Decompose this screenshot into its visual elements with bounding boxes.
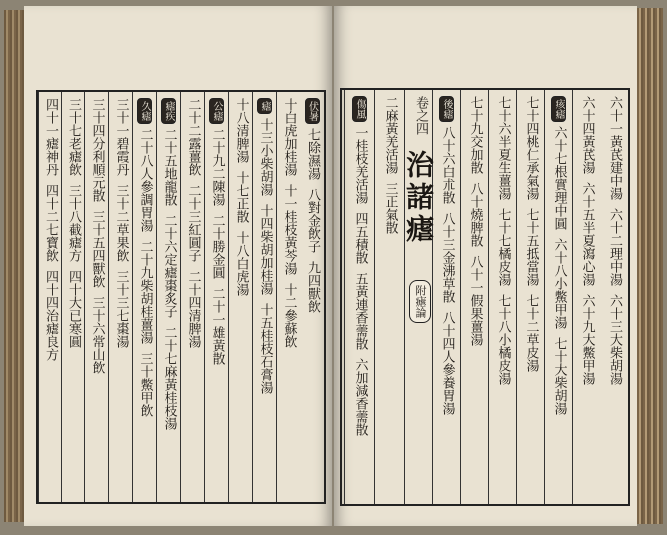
left-col-7 <box>156 92 180 502</box>
remedy-entry: 四十大已寒圓 <box>66 270 81 348</box>
remedy-entry: 六十一黃芪建中湯 <box>607 96 622 200</box>
category-tag: 瘧 <box>257 98 272 114</box>
right-col-3 <box>544 90 572 504</box>
remedy-entry: 七十大柴胡湯 <box>551 337 567 415</box>
section-subtitle-tag: 附瘧論 <box>409 280 431 323</box>
remedy-entry: 八十燒脾散 <box>467 182 483 247</box>
remedy-entry: 八十四人參養胃湯 <box>439 311 455 415</box>
category-tag: 公瘧 <box>209 98 224 124</box>
remedy-entry: 二十八人參調胃湯 <box>137 128 153 232</box>
remedy-entry: 七十六半夏生薑湯 <box>495 96 511 200</box>
book-edge-right <box>637 8 663 524</box>
remedy-entry: 三十七老瘧飲 <box>66 98 81 176</box>
category-tag: 伏暑 <box>305 98 320 124</box>
remedy-entry: 十一桂枝黃芩湯 <box>281 184 297 275</box>
remedy-entry: 三十五四獸飲 <box>89 210 105 288</box>
left-page-frame <box>36 90 326 504</box>
remedy-entry: 三正氣散 <box>382 182 398 234</box>
remedy-entry: 二十勝金圓 <box>209 214 225 279</box>
right-col-2 <box>572 90 600 504</box>
left-page <box>24 6 332 526</box>
left-col-5 <box>204 92 228 502</box>
left-col-6 <box>180 92 204 502</box>
remedy-entry: 三十六常山飲 <box>89 296 105 374</box>
remedy-entry: 三十一碧霞丹 <box>113 98 129 176</box>
category-tag: 傷風 <box>352 96 367 122</box>
left-col-2 <box>276 92 300 502</box>
right-col-6 <box>460 90 488 504</box>
right-col-4 <box>516 90 544 504</box>
remedy-entry: 九四獸飲 <box>305 261 320 313</box>
book-edge-left <box>4 10 24 522</box>
remedy-entry: 二十四清脾湯 <box>185 270 201 348</box>
remedy-entry: 十八白虎湯 <box>233 231 249 296</box>
remedy-entry: 三十三七棗湯 <box>113 270 129 348</box>
right-col-1 <box>600 90 628 504</box>
remedy-entry: 二十三紅圓子 <box>185 184 201 262</box>
remedy-entry: 一桂枝羌活湯 <box>352 126 368 204</box>
remedy-entry: 六十五半夏瀉心湯 <box>579 182 595 286</box>
remedy-entry: 六十四黃芪湯 <box>579 96 595 174</box>
category-tag: 久瘧 <box>137 98 152 124</box>
remedy-entry: 六加減香薷散 <box>352 358 368 436</box>
remedy-entry: 五黃連香薷散 <box>352 272 368 350</box>
remedy-entry: 七十九交加散 <box>467 96 483 174</box>
right-page <box>334 6 637 526</box>
remedy-entry: 十白虎加桂湯 <box>281 98 297 176</box>
remedy-entry: 四十一瘧神丹 <box>43 98 58 176</box>
category-tag: 痎瘧 <box>551 96 566 122</box>
remedy-entry: 六十二理中湯 <box>607 208 622 286</box>
left-col-8 <box>132 92 156 502</box>
right-col-10 <box>344 90 374 504</box>
remedy-entry: 二十五地龍散 <box>161 128 177 206</box>
left-col-10 <box>84 92 108 502</box>
left-col-12 <box>38 92 61 502</box>
remedy-entry: 四十二七寶飲 <box>43 184 58 262</box>
remedy-entry: 八十三金沸草散 <box>439 212 455 303</box>
right-page-frame <box>340 88 630 506</box>
remedy-entry: 六十九大鱉甲湯 <box>579 294 595 385</box>
remedy-entry: 七十五抵當湯 <box>523 208 539 286</box>
right-col-7 <box>432 90 460 504</box>
remedy-entry: 七除濕湯 <box>305 128 320 180</box>
remedy-entry: 三十四分利順元散 <box>89 98 105 202</box>
remedy-entry: 六十三大柴胡湯 <box>607 294 622 385</box>
remedy-entry: 三十八截瘧方 <box>66 184 81 262</box>
remedy-entry: 四十四治瘧良方 <box>43 270 58 361</box>
left-col-3 <box>252 92 276 502</box>
left-col-1 <box>300 92 324 502</box>
remedy-entry: 四五積散 <box>352 212 368 264</box>
remedy-entry: 七十七橘皮湯 <box>495 208 511 286</box>
remedy-entry: 十八清脾湯 <box>233 98 249 163</box>
remedy-entry: 七十二草皮湯 <box>523 294 539 372</box>
left-col-9 <box>108 92 132 502</box>
right-col-5 <box>488 90 516 504</box>
remedy-entry: 二十一雄黃散 <box>209 287 225 365</box>
remedy-entry: 八對金飲子 <box>305 188 320 253</box>
right-col-8 <box>402 90 435 504</box>
right-col-9 <box>374 90 404 504</box>
remedy-entry: 十四柴胡加桂湯 <box>257 204 273 295</box>
section-title: 治諸瘧 <box>402 150 435 246</box>
remedy-entry: 十五桂枝石膏湯 <box>257 303 273 394</box>
left-col-11 <box>61 92 84 502</box>
remedy-entry: 七十四桃仁承氣湯 <box>523 96 539 200</box>
remedy-entry: 八十六白朮散 <box>439 126 455 204</box>
remedy-entry: 十七正散 <box>233 171 249 223</box>
category-tag: 瘧疾 <box>161 98 176 124</box>
remedy-entry: 六十八小鱉甲湯 <box>551 238 567 329</box>
remedy-entry: 七十八小橘皮湯 <box>495 294 511 385</box>
volume-label: 卷之四 <box>413 96 428 135</box>
remedy-entry: 八十一假果薑湯 <box>467 255 483 346</box>
remedy-entry: 二十九二陳湯 <box>209 128 225 206</box>
remedy-entry: 二十二露薑飲 <box>185 98 201 176</box>
remedy-entry: 二十七麻黃桂枝湯 <box>161 326 177 430</box>
remedy-entry: 十二參蘇飲 <box>281 283 297 348</box>
remedy-entry: 六十七根實理中圓 <box>551 126 567 230</box>
remedy-entry: 二十九柴胡桂薑湯 <box>137 240 153 344</box>
open-book <box>4 2 663 530</box>
left-col-4 <box>228 92 252 502</box>
remedy-entry: 三十鱉甲飲 <box>137 352 153 417</box>
category-tag: 後瘧 <box>439 96 454 122</box>
remedy-entry: 三十二草果飲 <box>113 184 129 262</box>
remedy-entry: 二十六定瘧棗炙子 <box>161 214 177 318</box>
remedy-entry: 十三小柴胡湯 <box>257 118 273 196</box>
remedy-entry: 二麻黃羌活湯 <box>382 96 398 174</box>
